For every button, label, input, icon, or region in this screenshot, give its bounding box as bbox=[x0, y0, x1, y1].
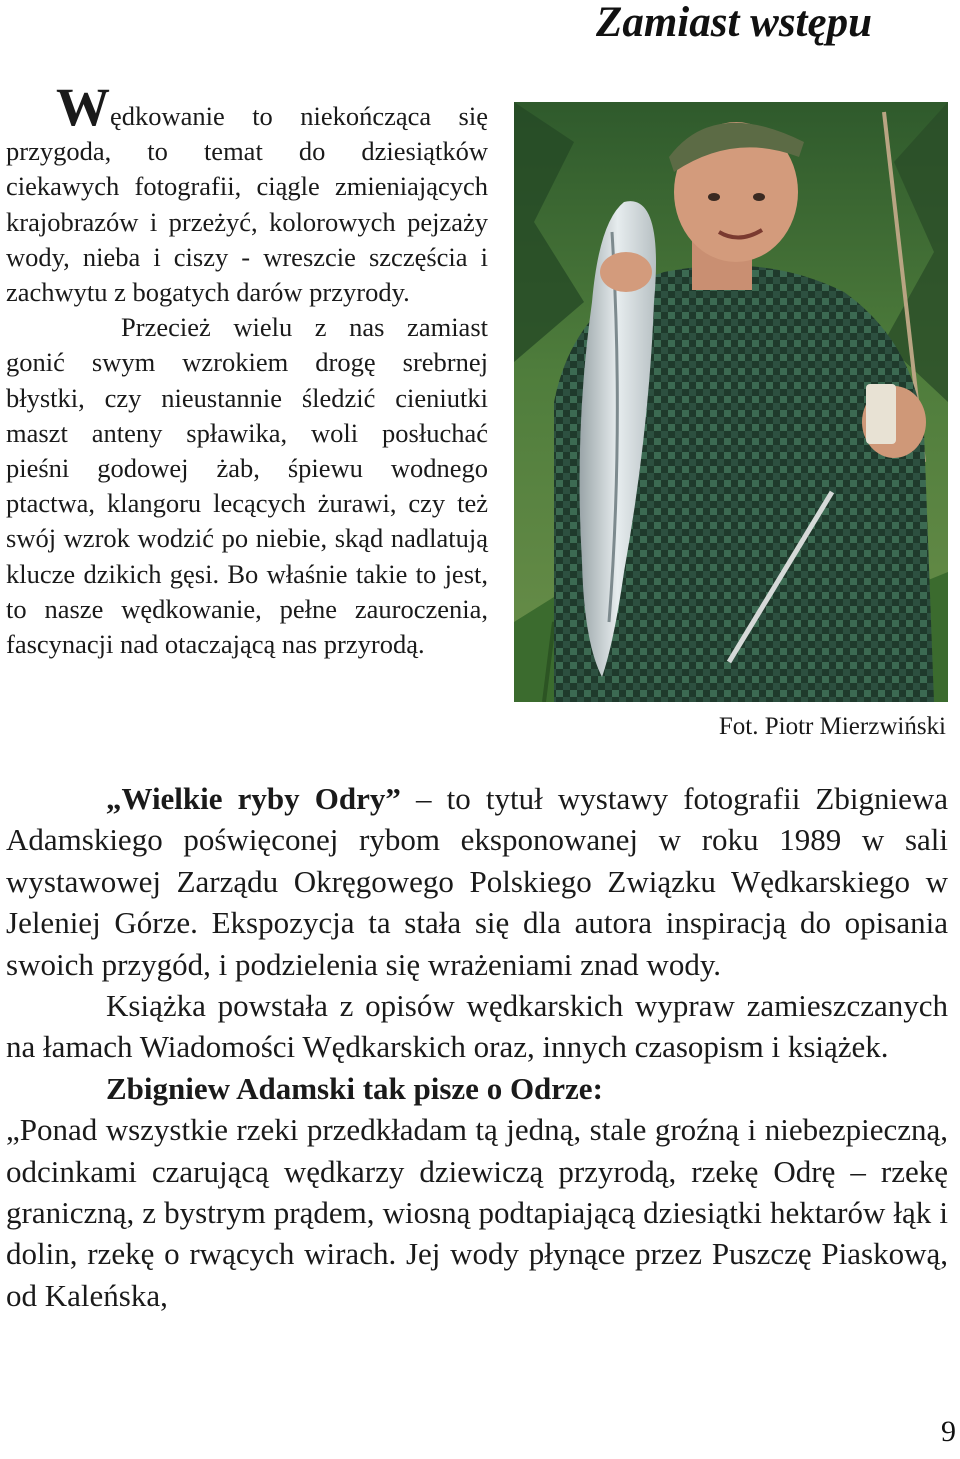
body-paragraph-4: „Ponad wszystkie rzeki przedkładam tą jedną, stale groźną i niebezpieczną, odcinkami czarującą wędkarzy dziewiczą przyrodą, rzekę Odrę – rzekę graniczną, z bystrym prądem, wiosną podtapiającą dziesiątki hektarów łąk i dolin, rzekę o rwących wirach. Jej wody płynące przez Puszczę Piaskową, od Kaleńska, bbox=[6, 1112, 948, 1313]
angler-photo-illustration bbox=[514, 102, 948, 702]
body-paragraph-2: Książka powstała z opisów wędkarskich wypraw zamieszczanych na łamach Wiadomości Wędkarskich oraz, innych czasopism i książek. bbox=[6, 988, 948, 1065]
body-paragraph-3 bbox=[6, 1068, 948, 1109]
section-lead: Zbigniew Adamski tak pisze o Odrze: bbox=[106, 1070, 603, 1106]
drop-cap: W bbox=[56, 77, 110, 137]
intro-paragraph-2: Przecież wielu z nas zamiast gonić swym wzrokiem drogę srebrnej błystki, czy nieustannie śledzić cieniutki maszt anteny spławika, woli posłuchać pieśni godowej żab, śpiewu wodnego ptactwa, klangoru lecących żurawi, czy też swój wzrok wodzić po niebie, skąd nadlatują klucze dzikich gęsi. Bo właśnie takie to jest, to nasze wędkowanie, pełne zauroczenia, fascynacji nad otaczającą nas przyrodą. bbox=[6, 312, 488, 660]
angler-photo bbox=[514, 102, 948, 702]
intro-paragraph-1 bbox=[6, 77, 488, 310]
main-text bbox=[6, 778, 948, 1316]
intro-column bbox=[6, 77, 488, 662]
page-title: Zamiast wstępu bbox=[596, 0, 872, 46]
body-paragraph-1 bbox=[6, 778, 948, 985]
body-paragraph-1-text: – to tytuł wystawy fotografii Zbigniewa Adamskiego poświęconej rybom eksponowanej w roku 1989 w sali wystawowej Zarządu Okręgowego Polskiego Związku Wędkarskiego w Jeleniej Górze. Ekspozycja ta stała się dla autora inspiracją do opisania swoich przygód, i podzielenia się wrażeniami znad wody. bbox=[6, 781, 949, 982]
photo-caption: Fot. Piotr Mierzwiński bbox=[718, 713, 946, 740]
exhibition-title: „Wielkie ryby Odry” bbox=[106, 781, 401, 816]
intro-paragraph-1-text: ędkowanie to niekończąca się przygoda, to temat do dziesiątków ciekawych fotografii, ciągle zmieniających krajobrazów i przeżyć, kolorowych pejzaży wody, nieba i ciszy - wreszcie szczęścia i zachwytu z bogatych darów przyrody. bbox=[6, 101, 488, 308]
page-number: 9 bbox=[941, 1415, 956, 1448]
